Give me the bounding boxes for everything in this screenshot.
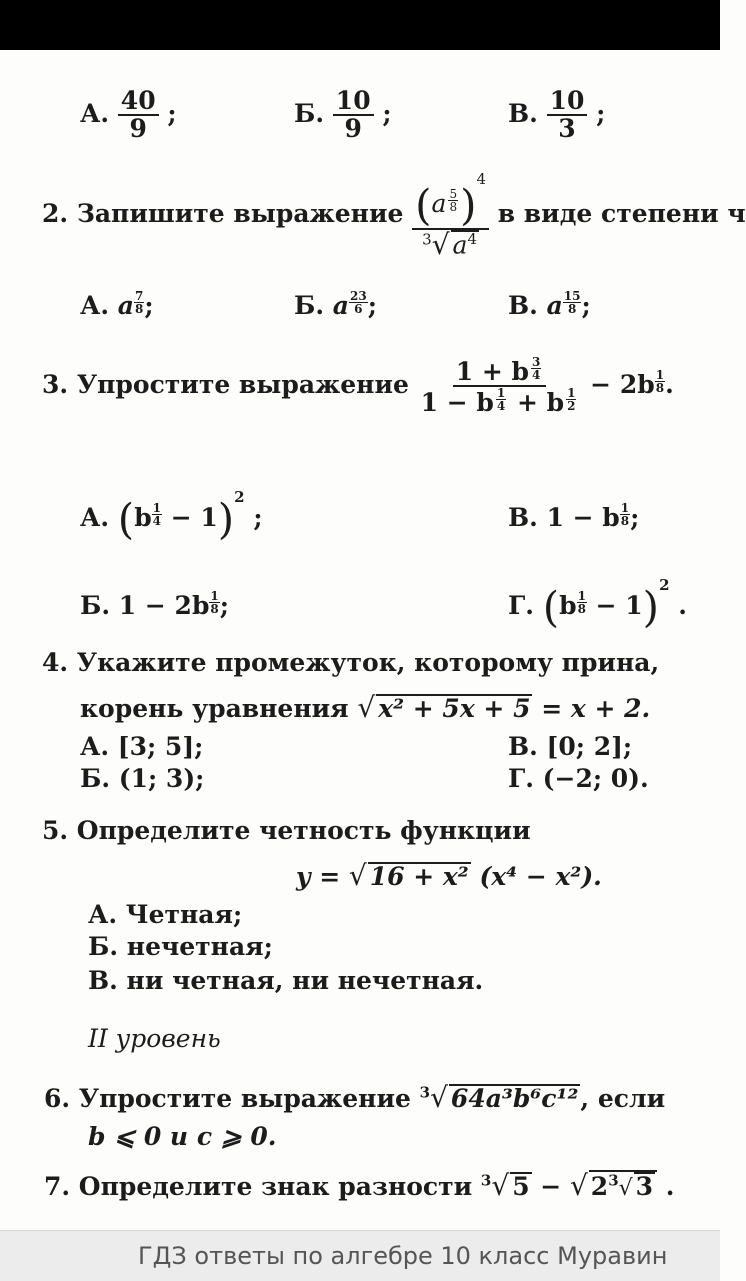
level-heading: II уровень (88, 1024, 221, 1053)
q4-line2: корень уравнения √ x² + 5x + 5 = x + 2. (80, 691, 651, 724)
q6-line2: b ⩽ 0 и c ⩾ 0. (88, 1122, 277, 1151)
q6-line1: 6. Упростите выражение $^3$√ 64a³b⁶c¹², если (44, 1081, 666, 1114)
q3-option-b: Б. 1 − 2b $\frac{1}{8}$ ; (80, 589, 230, 620)
q2-question: 2. Запишите выражение (a $\frac{5}{8}$ )$^4$ $^3$√ $a^4$ в виде степени ч (42, 170, 746, 261)
q4-option-a: А. [3; 5]; (80, 732, 204, 761)
q2-option-a: А. a $\frac{7}{8}$ ; (80, 289, 154, 320)
q2-option-b: Б. a $\frac{23}{6}$ ; (294, 289, 377, 320)
q3-option-c: В. 1 − b $\frac{1}{8}$ ; (508, 501, 640, 532)
q1-option-a: А. $\frac{40}{9}$ ; (80, 86, 177, 144)
q4-option-b: Б. (1; 3); (80, 764, 205, 793)
status-bar (0, 0, 720, 50)
q4-option-d: Г. (−2; 0). (508, 764, 649, 793)
q2-option-c: В. a $\frac{15}{8}$ ; (508, 289, 591, 320)
q3-option-a: А. (b $\frac{1}{4}$ − 1)$^2$ ; (80, 488, 263, 544)
textbook-page[interactable] (0, 50, 746, 1230)
q3-option-d: Г. (b $\frac{1}{8}$ − 1)$^2$ . (508, 576, 687, 632)
caption-text: ГДЗ ответы по алгебре 10 класс Муравин (138, 1242, 668, 1270)
q1-option-b: Б. $\frac{10}{9}$ ; (294, 86, 392, 144)
q5-option-c: В. ни четная, ни нечетная. (88, 966, 484, 995)
caption-bar (0, 1230, 720, 1281)
q5-option-b: Б. нечетная; (88, 932, 273, 961)
q4-line1: 4. Укажите промежуток, которому прина, (42, 648, 660, 677)
q5-option-a: А. Четная; (88, 900, 243, 929)
q4-option-c: В. [0; 2]; (508, 732, 633, 761)
q7-question: 7. Определите знак разности $^3$√ 5 − √ $2^3√$ 3 . (44, 1169, 675, 1202)
q5-formula: y = √ 16 + x² (x⁴ − x²). (296, 859, 602, 892)
q1-option-c: В. $\frac{10}{3}$ ; (508, 86, 606, 144)
q3-question: 3. Упростите выражение 1 + b $\frac{3}{4}$ 1 − b $\frac{1}{4}$ + b $\frac{1}{2}$ − 2b $\frac{1}{8}$ . (42, 355, 674, 418)
q5-line1: 5. Определите четность функции (42, 816, 531, 845)
